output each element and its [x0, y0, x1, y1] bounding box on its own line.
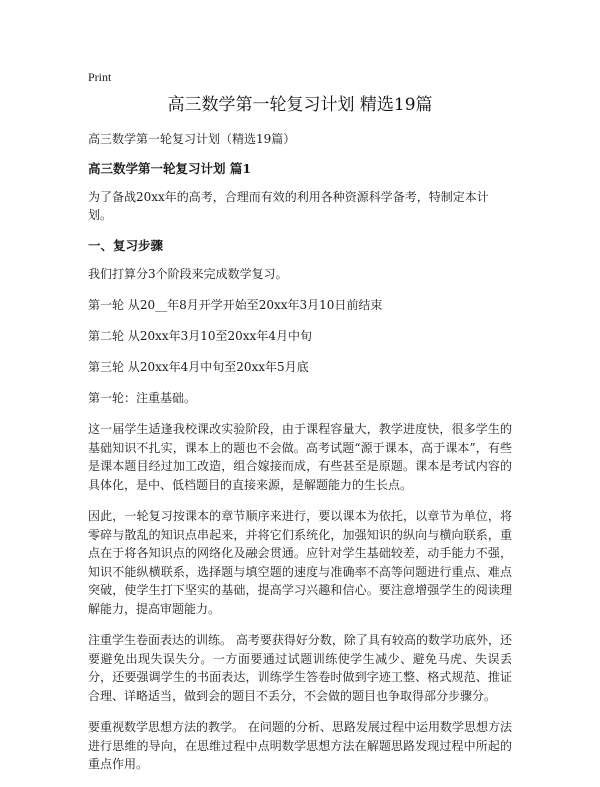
round-two: 第二轮 从20xx年3月10至20xx年4月中旬 — [88, 329, 312, 343]
print-link[interactable]: Print — [88, 70, 112, 84]
intro-paragraph: 为了备战20xx年的高考，合理而有效的利用各种资源科学备考，特制定本计划。 — [88, 190, 489, 222]
round-three: 第三轮 从20xx年4月中旬至20xx年5月底 — [88, 360, 309, 374]
section-heading: 高三数学第一轮复习计划 篇1 — [88, 161, 252, 176]
document-subtitle: 高三数学第一轮复习计划（精选19篇） — [88, 132, 296, 146]
body-paragraph-2: 因此，一轮复习按课本的章节顺序来进行，要以课本为依托，以章节为单位，将零碎与散乱的知识点串起来，并将它们系统化，加强知识的纵向与横向联系，重点在于将各知识点的网络化及融会贯通。应针对学生基础较差，动手能力不强，知识不能纵横联系，选择题与填空题的速度与准确率不高等问题进行重点、难点突破，使学生打下坚实的基础，提高学习兴趣和信心。要注意增强学生的阅读理解能力，提高审题能力。 — [88, 509, 512, 616]
step-heading: 一、复习步骤 — [88, 238, 164, 253]
body-paragraph-4: 要重视数学思想方法的教学。 在问题的分析、思路发展过程中运用数学思想方法进行思维的导向，在思维过程中点明数学思想方法在解题思路发现过程中所起的重点作用。 — [88, 720, 512, 771]
body-paragraph-1: 这一届学生适逢我校课改实验阶段，由于课程容量大，教学进度快，很多学生的基础知识不扎实，课本上的题也不会做。高考试题“源于课本，高于课本”，有些是课本题目经过加工改造，组合嫁接而成，有些甚至是原题。课本是考试内容的具体化，是中、低档题目的直接来源，是解题能力的生长点。 — [88, 422, 512, 492]
round-one: 第一轮 从20__年8月开学开始至20xx年3月10日前结束 — [88, 298, 383, 312]
stage-intro: 我们打算分3个阶段来完成数学复习。 — [88, 267, 288, 281]
round-one-focus: 第一轮：注重基础。 — [88, 391, 197, 405]
body-paragraph-3: 注重学生卷面表达的训练。 高考要获得好分数，除了具有较高的数学功底外，还要避免出现失误失分。一方面要通过试题训练使学生减少、避免马虎、失误丢分，还要强调学生的书面表达，训练学生答卷时做到字迹工整、格式规范、推证合理、详略适当，做到会的题目不丢分，不会做的题目也争取得部分步骤分。 — [88, 633, 512, 703]
document-title: 高三数学第一轮复习计划 精选19篇 — [167, 95, 433, 115]
document-body — [88, 130, 512, 787]
